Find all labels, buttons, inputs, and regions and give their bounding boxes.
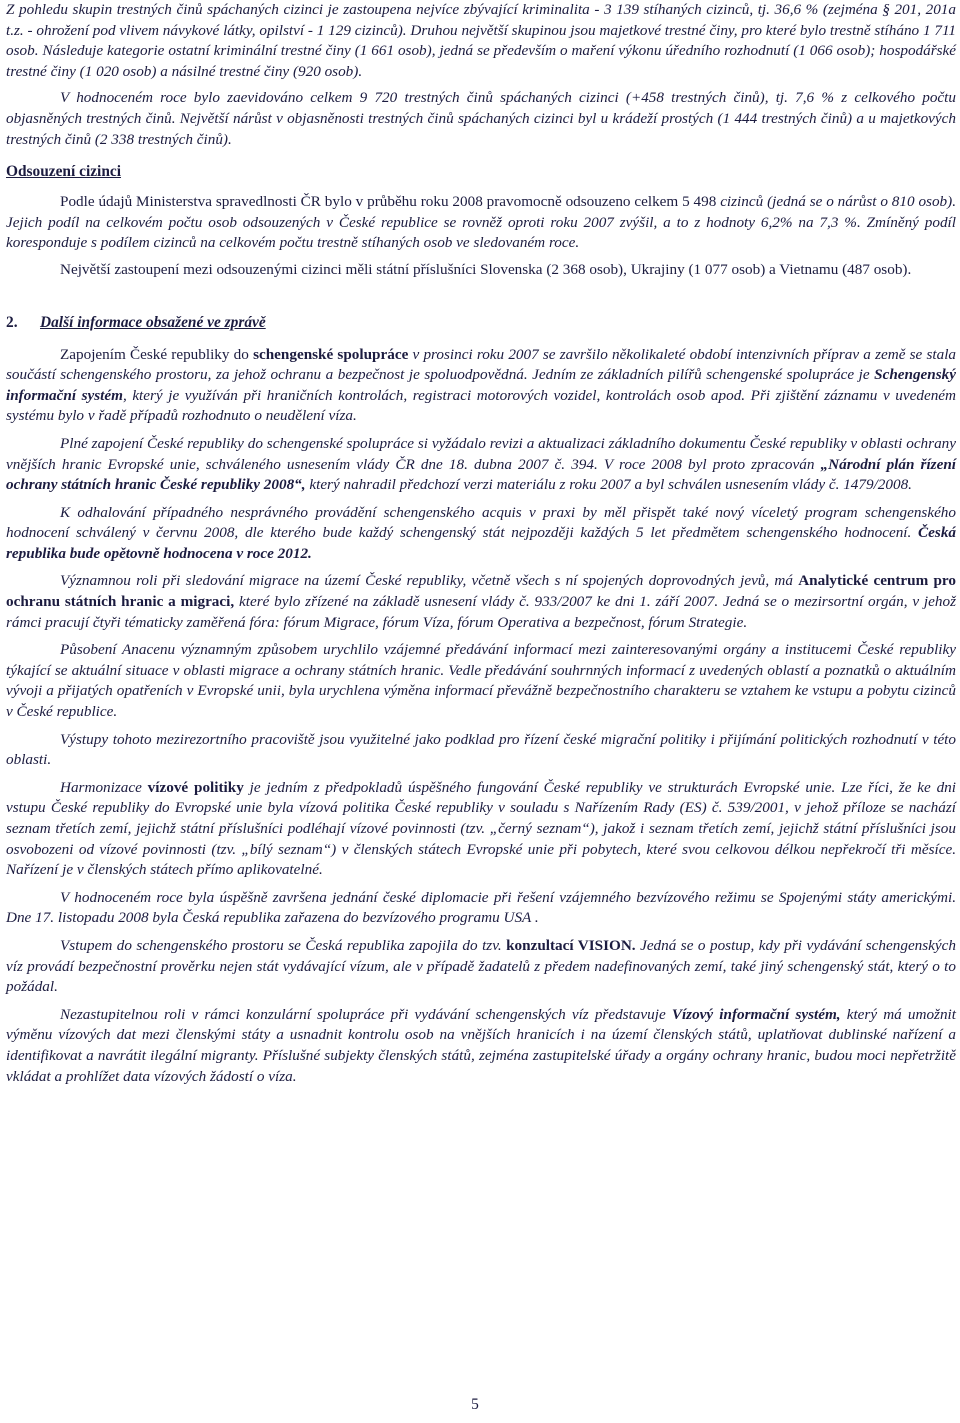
convictions-paragraph-1: Podle údajů Ministerstva spravedlnosti ČR bylo v průběhu roku 2008 pravomocně odsouzeno celkem 5 498 cizinců (jedná se o nárůst o 810 osob). Jejich podíl na celkovém počtu osob odsouzených v České republice se rovněž oproti roku 2007 zvýšil, a to z hodnoty 6,2% na 7,3 %. Zmíněný podíl koresponduje s podílem cizinců na celkovém počtu trestně stíhaných osob ve sledovaném roce. xyxy=(6,193,956,252)
usa-paragraph: V hodnoceném roce byla úspěšně završena jednání české diplomacie při řešení vzájemného bezvízového režimu se Spojenými státy americkými. Dne 17. listopadu 2008 byla Česká republika zařazena do bezvízového programu USA . xyxy=(6,888,956,927)
analytic-centre-paragraph: Významnou roli při sledování migrace na území České republiky, včetně všech s ní spojených doprovodných jevů, má Analytické centrum pro ochranu státních hranic a migraci, které bylo zřízené na základě usnesení vlády č. 933/2007 ke dni 1. září 2007. Jedná se o mezirsortní orgán, v jehož rámci pracují čtyři tématicky zaměřená fóra: fórum Migrace, fórum Víza, fórum Operativa a bezpečnost, fórum Strategie. xyxy=(6,572,956,631)
outputs-paragraph: Výstupy tohoto mezirezortního pracoviště jsou využitelné jako podklad pro řízení české migrační politiky i přijímání politických rozhodnutí v této oblasti. xyxy=(6,730,956,769)
visa-policy-paragraph: Harmonizace vízové politiky je jedním z předpokladů úspěšného fungování České republiky ve strukturách Evropské unie. Lze říci, že ke dni vstupu České republiky do Evropské unie byla vízová politika České republiky v souladu s Nařízením Rady (ES) č. 539/2001, v jehož příloze se nachází seznam třetích zemí, jejichž státní příslušníci podléhají vízové povinnosti (tzv. „černý seznam“), jakož i seznam třetích zemí, jejichž státní příslušníci jsou osvobozeni od vízové povinnosti (tzv. „bílý seznam“) v členských státech Evropské unie při pobytech, které svou celkovou délkou nepřekročí tři měsíce. Nařízení je v členských státech přímo aplikovatelné. xyxy=(6,778,956,879)
anacen-effect-paragraph: Působení Anacenu významným způsobem urychlilo vzájemné předávání informací mezi zainteresovanými orgány a institucemi České republiky týkající se aktuální situace v oblasti migrace a ochrany státních hranic. Vedle předávání souhrnných informací z uvedených oblastí a poznatků o aktuálním vývoji a přijatých opatřeních v Evropské unii, byla urychlena výměna informací převážně bezpečnostního charakteru se vztahem ke vstupu a pobytu cizinců v České republice. xyxy=(6,641,956,721)
intro-paragraph: Z pohledu skupin trestných činů spáchaných cizinci je zastoupena nejvíce zbývající kriminalita - 3 139 stíhaných cizinců, tj. 36,6 % (zejména § 201, 201a t.z. - ohrožení pod vlivem návykové látky, opilství - 1 129 cizinců). Druhou největší skupinou jsou majetkové trestné činy, pro které bylo trestně stíháno 1 711 osob. Následuje kategorie ostatní kriminální trestné činy (1 661 osob), jedná se především o maření výkonu úředního rozhodnutí (1 066 osob); hospodářské trestné činy (1 020 osob) a násilné trestné činy (920 osob). xyxy=(6,1,957,80)
national-plan-paragraph: Plné zapojení České republiky do schengenské spolupráce si vyžádalo revizi a aktualizaci základního dokumentu České republiky v oblasti ochrany vnějších hranic Evropské unie, schváleného usnesením vlády ČR dne 18. dubna 2007 č. 394. V roce 2008 byl proto zpracován „Národní plán řízení ochrany státních hranic České republiky 2008“, který nahradil předchozí verzi materiálu z roku 2007 a byl schválen usnesením vlády č. 1479/2008. xyxy=(6,434,956,494)
page-number: 5 xyxy=(471,1396,479,1413)
section-title: Další informace obsažené ve zprávě xyxy=(40,313,266,331)
section-number: 2. xyxy=(6,313,18,331)
convictions-paragraph-2: Největší zastoupení mezi odsouzenými cizinci měli státní příslušníci Slovenska (2 368 osob), Ukrajiny (1 077 osob) a Vietnamu (487 osob). xyxy=(60,260,912,278)
vision-paragraph: Vstupem do schengenského prostoru se Česká republika zapojila do tzv. konzultací VISION. Jedná se o postup, kdy při vydávání schengenských víz provádí bezpečnostní prověrku nejen stát vydávající vízum, ale v případě žadatelů z předem nadefinovaných zemí, také jiný schengenský stát, který o to požádal. xyxy=(6,936,957,996)
vis-paragraph: Nezastupitelnou roli v rámci konzulární spolupráce při vydávání schengenských víz představuje Vízový informační systém, který má umožnit výměnu vízových dat mezi členskými státy a usnadnit kontrolu osob na vnějších hranicích i na území členských států, uplatňovat dublinské nařízení a identifikovat a navrátit ilegální migranty. Příslušné subjekty členských států, zejména zastupitelské úřady a orgány ochrany hranic, budou moci nepřetržitě vkládat a prohlížet data vízových žádostí o víza. xyxy=(6,1005,956,1085)
section-2-heading xyxy=(6,312,956,333)
document-page xyxy=(6,0,956,1087)
convictions-heading: Odsouzení cizinci xyxy=(6,163,122,181)
evaluated-year-paragraph: V hodnoceném roce bylo zaevidováno celkem 9 720 trestných činů spáchaných cizinci (+458 trestných činů), tj. 7,6 % z celkového počtu objasněných trestných činů. Největší nárůst v objasněnosti trestných činů spáchaných cizinci byl u krádeží prostých (1 444 trestných činů) a u majetkových trestných činů (2 338 trestných činů). xyxy=(6,89,956,148)
acquis-paragraph: K odhalování případného nesprávného provádění schengenského acquis v praxi by měl přispět také nový víceletý program schengenského hodnocení schválený v červnu 2008, dle kterého bude každý schengenský stát nejpozději každých 5 let předmětem schengenského hodnocení. Česká republika bude opětovně hodnocena v roce 2012. xyxy=(6,503,956,562)
schengen-paragraph: Zapojením České republiky do schengenské spolupráce v prosinci roku 2007 se završilo několikaleté období intenzivních příprav a země se stala součástí schengenského prostoru, za jehož ochranu a bezpečnost je spoluodpovědná. Jedním ze základních pilířů schengenské spolupráce je Schengenský informační systém, který je využíván při hraničních kontrolách, registraci motorových vozidel, kontrolách osob apod. Při zjištění záznamu v uvedeném systému bylo v řadě případů rozhodnuto o neudělení víza. xyxy=(6,345,957,425)
